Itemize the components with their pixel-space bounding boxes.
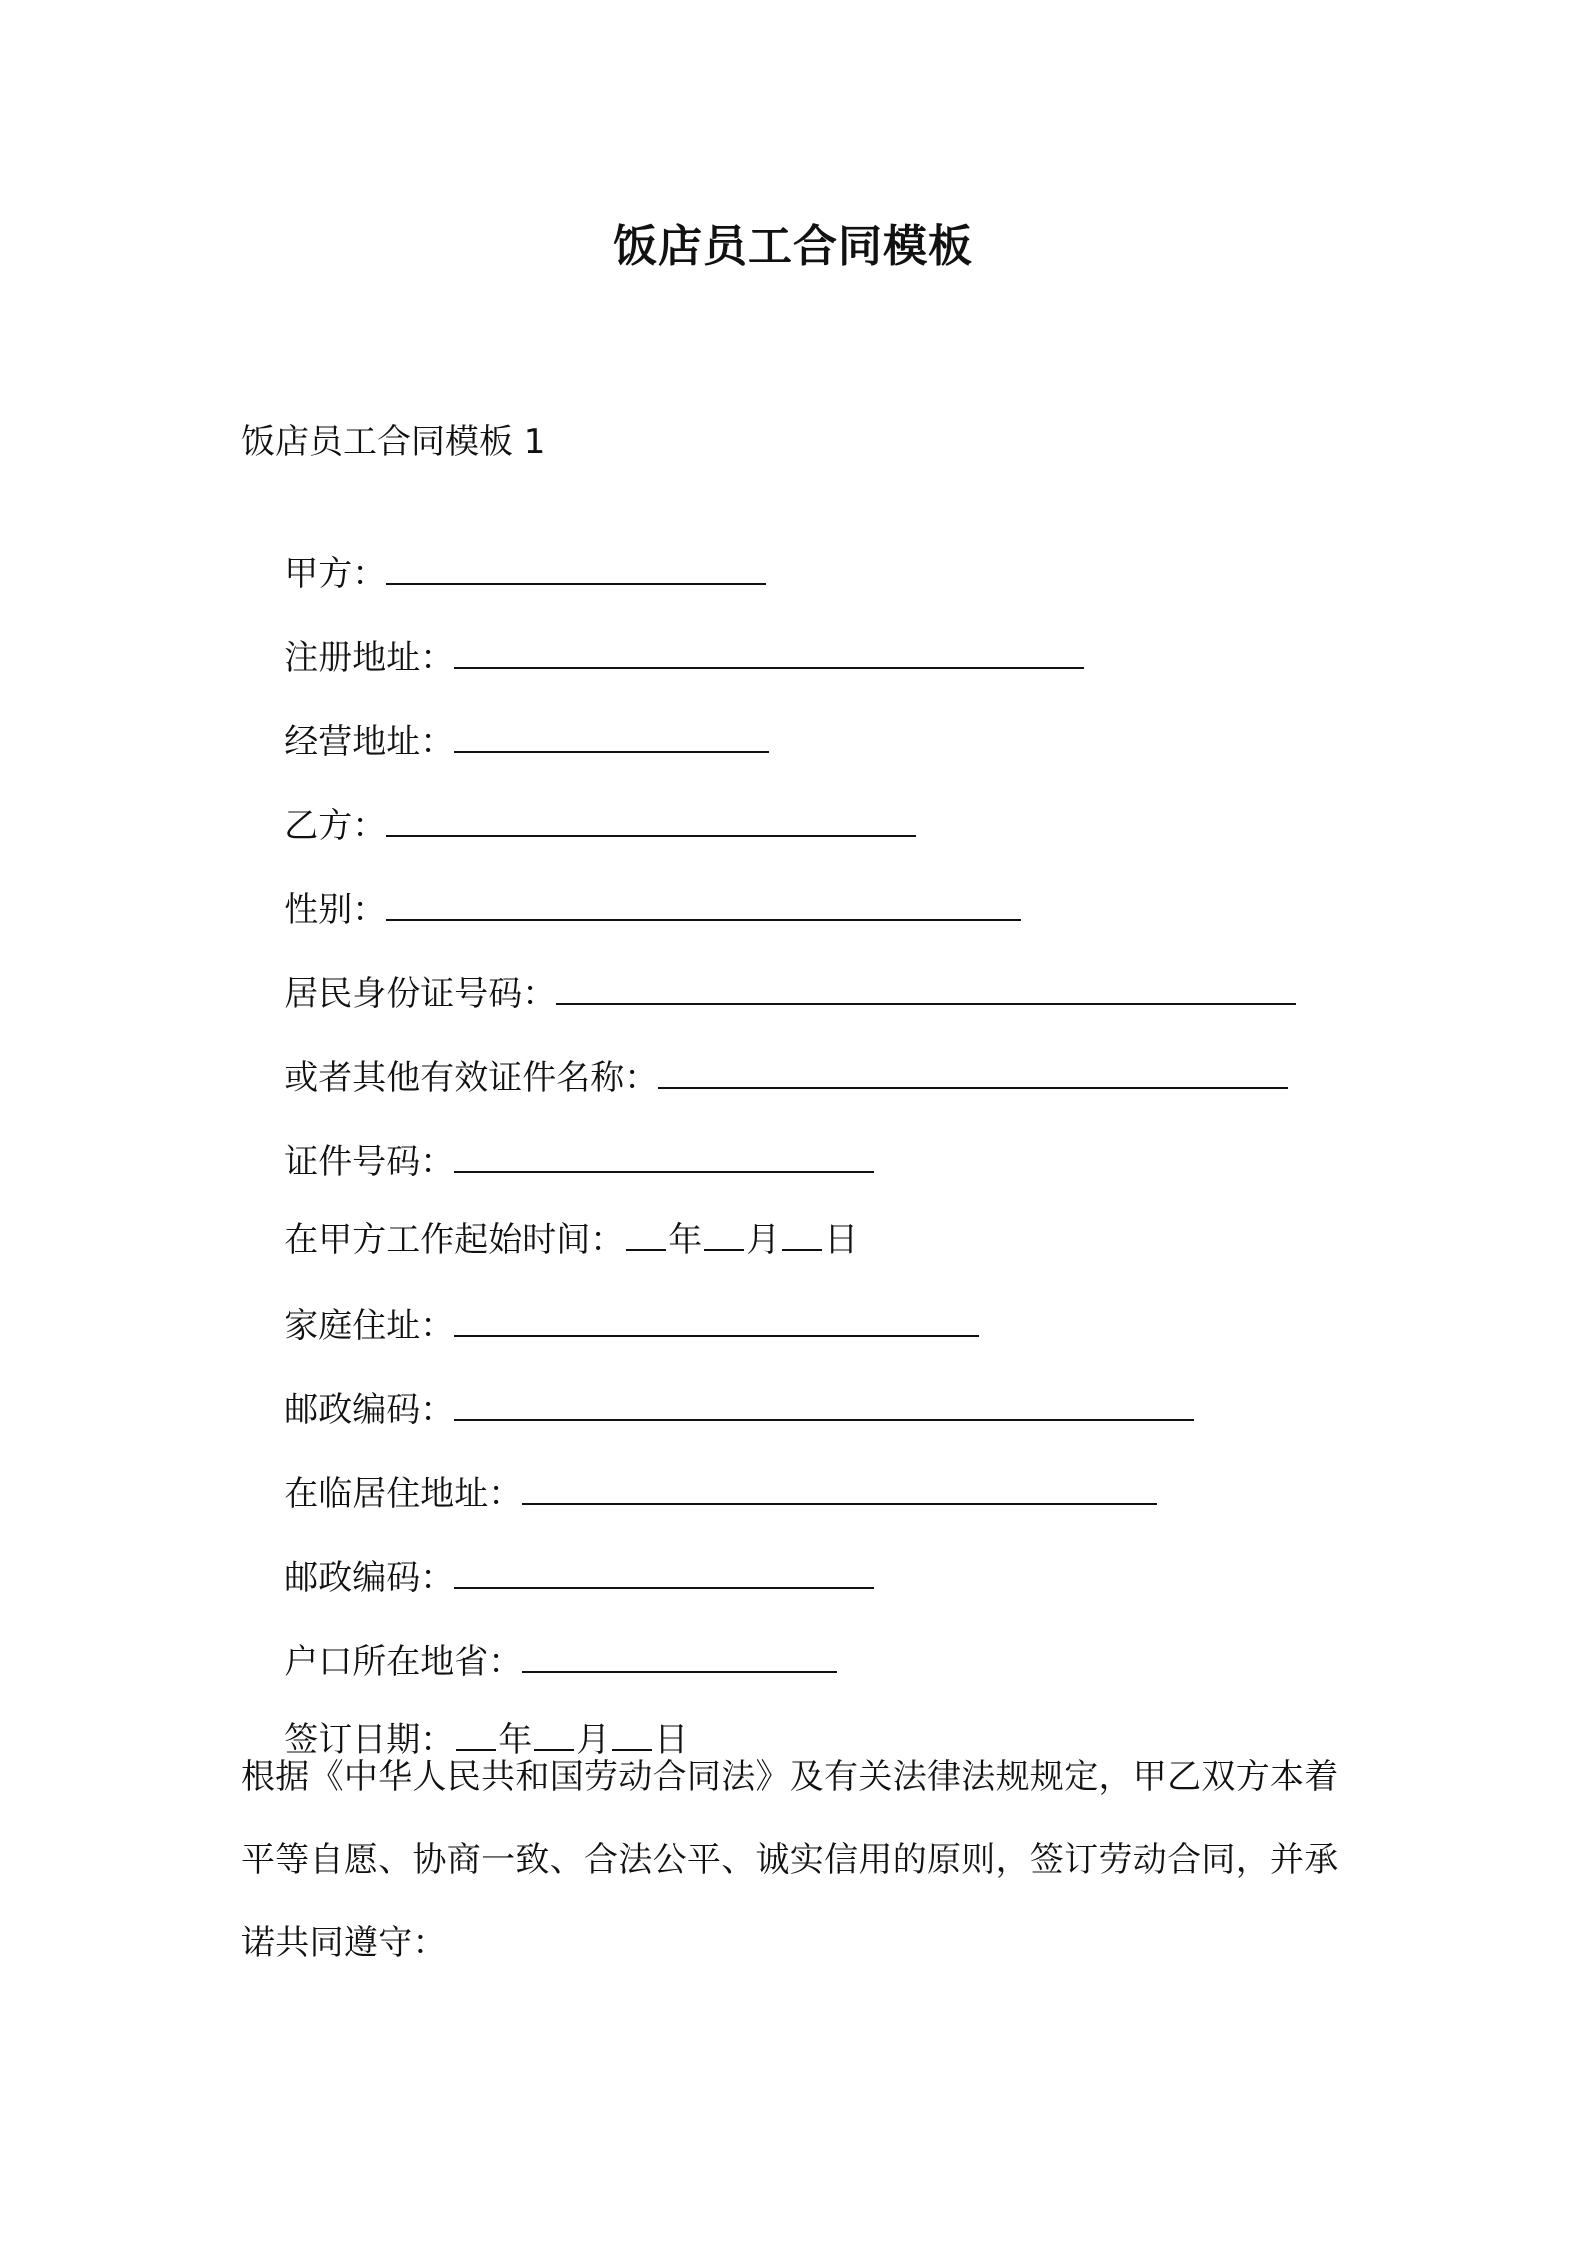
field-label: 户口所在地省： [284, 1642, 523, 1682]
field-label: 注册地址： [284, 638, 455, 678]
fill-blank [386, 553, 766, 585]
section-heading: 饭店员工合同模板 1 [241, 422, 546, 462]
field-label: 在临居住地址： [284, 1474, 523, 1514]
fill-blank [454, 1557, 874, 1589]
month-unit: 月 [746, 1220, 781, 1260]
fill-blank [454, 1389, 1194, 1421]
fill-blank [782, 1219, 822, 1251]
fill-blank [386, 889, 1021, 921]
day-unit: 日 [654, 1720, 689, 1760]
field-label: 邮政编码： [284, 1558, 455, 1598]
day-unit: 日 [824, 1220, 859, 1260]
field-label: 性别： [284, 890, 387, 930]
field-label: 邮政编码： [284, 1390, 455, 1430]
intro-paragraph: 根据《中华人民共和国劳动合同法》及有关法律法规规定，甲乙双方本着平等自愿、协商一致、合法公平、诚实信用的原则，签订劳动合同，并承诺共同遵守： [241, 1757, 1339, 1963]
fill-blank [704, 1219, 744, 1251]
fill-blank [626, 1219, 666, 1251]
fill-blank [454, 637, 1084, 669]
fill-blank [454, 1305, 979, 1337]
field-label: 居民身份证号码： [284, 974, 557, 1014]
field-label: 或者其他有效证件名称： [284, 1058, 659, 1098]
field-label: 乙方： [284, 806, 387, 846]
fill-blank [556, 973, 1296, 1005]
field-label: 在甲方工作起始时间： [284, 1220, 625, 1260]
field-label: 家庭住址： [284, 1306, 455, 1346]
month-unit: 月 [576, 1720, 611, 1760]
year-unit: 年 [498, 1720, 533, 1760]
fill-blank [658, 1057, 1288, 1089]
field-label: 经营地址： [284, 722, 455, 762]
field-label: 证件号码： [284, 1142, 455, 1182]
document-title: 饭店员工合同模板 [613, 221, 973, 272]
field-label: 甲方： [284, 554, 387, 594]
field-label: 签订日期： [284, 1720, 455, 1760]
fill-blank [386, 805, 916, 837]
year-unit: 年 [668, 1220, 703, 1260]
fill-blank [522, 1473, 1157, 1505]
fill-blank [454, 721, 769, 753]
